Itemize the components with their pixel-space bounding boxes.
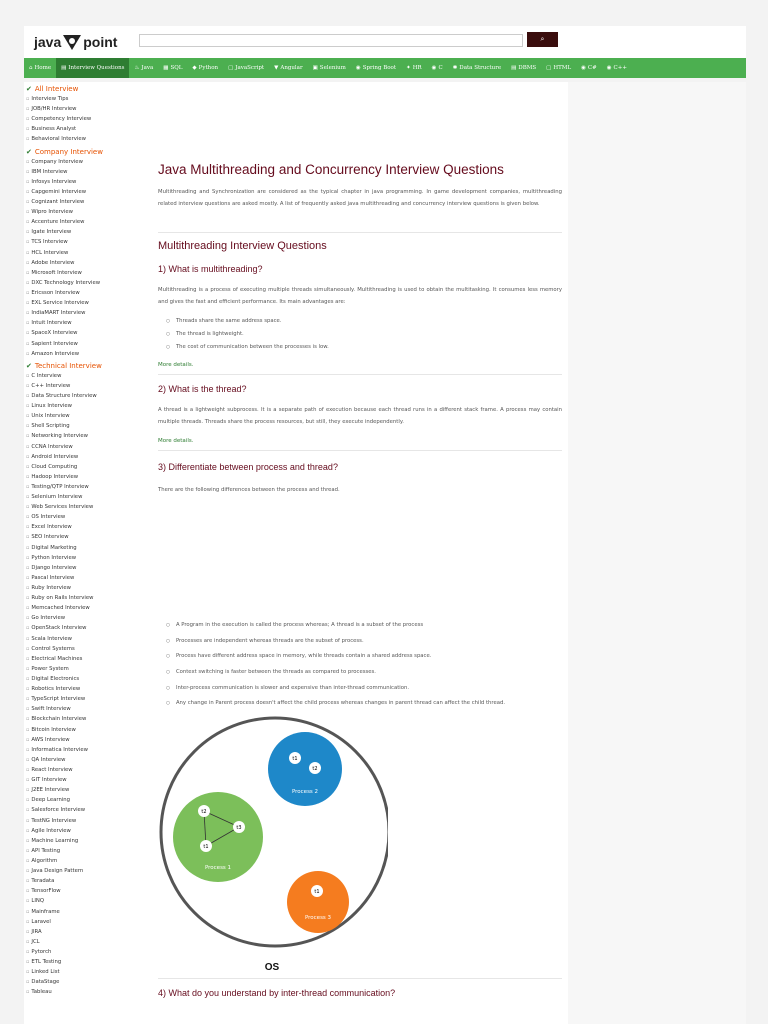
sidebar-link[interactable]: ▫ Pytorch bbox=[26, 947, 148, 957]
sidebar-link[interactable]: ▫ Memcached Interview bbox=[26, 603, 148, 613]
header bbox=[24, 26, 746, 58]
nav-icon: ✦ bbox=[406, 65, 411, 71]
sidebar-link[interactable]: ▫ IBM Interview bbox=[26, 167, 148, 177]
p1-thread-t3: t3 bbox=[236, 825, 242, 831]
sidebar-link[interactable]: ▫ OpenStack Interview bbox=[26, 623, 148, 633]
nav-icon: ◆ bbox=[192, 65, 197, 71]
q2-heading: 2) What is the thread? bbox=[158, 384, 247, 394]
nav-item-c-[interactable] bbox=[576, 58, 602, 78]
sidebar-link[interactable]: ▫ Agile Interview bbox=[26, 826, 148, 836]
sidebar-link[interactable]: ▫ Laravel bbox=[26, 917, 148, 927]
q1-text: Multithreading is a process of executing multiple threads simultaneously. Multithreading is used to obtain the multitasking. It consumes less memory and gives the fast and efficient performance. Its main advantages are: bbox=[158, 287, 562, 305]
q4-heading: 4) What do you understand by inter-thread communication? bbox=[158, 988, 396, 998]
sidebar-link[interactable]: ▫ Data Structure Interview bbox=[26, 391, 148, 401]
sidebar-link[interactable]: ▫ Tableau bbox=[26, 987, 148, 997]
sidebar-link[interactable]: ▫ LINQ bbox=[26, 896, 148, 906]
process-2-label: Process 2 bbox=[291, 789, 319, 795]
nav-label: C bbox=[438, 65, 443, 71]
sidebar-link[interactable]: ▫ Networking Interview bbox=[26, 431, 148, 441]
sidebar-link[interactable]: ▫ Android Interview bbox=[26, 452, 148, 462]
section-heading: Multithreading Interview Questions bbox=[158, 240, 327, 252]
sidebar-link[interactable]: ▫ Teradata bbox=[26, 876, 148, 886]
p2-thread-t1: t1 bbox=[292, 756, 298, 762]
nav-icon: ▢ bbox=[228, 65, 234, 71]
nav-item-angular[interactable] bbox=[269, 58, 307, 78]
nav-label: Python bbox=[198, 65, 219, 71]
divider bbox=[158, 232, 562, 233]
sidebar-link[interactable]: ▫ Algorithm bbox=[26, 856, 148, 866]
nav-icon: ✱ bbox=[452, 65, 458, 71]
nav-icon: ◉ bbox=[431, 65, 437, 71]
sidebar-link[interactable]: ▫ DataStage bbox=[26, 977, 148, 987]
nav-icon: ▤ bbox=[61, 65, 67, 71]
sidebar-link[interactable]: ▫ TypeScript Interview bbox=[26, 694, 148, 704]
page-title: Java Multithreading and Concurrency Interview Questions bbox=[158, 162, 504, 177]
nav-item-spring-boot[interactable] bbox=[351, 58, 401, 78]
nav-icon: ▤ bbox=[511, 65, 517, 71]
sidebar-link[interactable]: ▫ Machine Learning bbox=[26, 836, 148, 846]
sidebar-link[interactable]: ▫ Go Interview bbox=[26, 613, 148, 623]
nav-item-hr[interactable] bbox=[401, 58, 427, 78]
sidebar-link[interactable]: ▫ Informatica Interview bbox=[26, 745, 148, 755]
nav-label: DBMS bbox=[518, 65, 537, 71]
sidebar-link[interactable]: ▫ QA Interview bbox=[26, 755, 148, 765]
sidebar-link[interactable]: ▫ TensorFlow bbox=[26, 886, 148, 896]
nav-label: HTML bbox=[553, 65, 572, 71]
sidebar-link[interactable]: ▫ Linked List bbox=[26, 967, 148, 977]
nav-item-html[interactable] bbox=[541, 58, 576, 78]
nav-label: Selenium bbox=[319, 65, 346, 71]
sidebar-link[interactable]: ▫ Java Design Pattern bbox=[26, 866, 148, 876]
nav-label: Data Structure bbox=[459, 65, 502, 71]
nav-label: C# bbox=[587, 65, 597, 71]
sidebar-link[interactable]: ▫ Linux Interview bbox=[26, 401, 148, 411]
sidebar-link[interactable]: ▫ Mainframe bbox=[26, 907, 148, 917]
logo-text-java: java bbox=[34, 34, 62, 50]
sidebar-link[interactable]: ▫ Digital Marketing bbox=[26, 543, 148, 553]
intro-paragraph: Multithreading and Synchronization are considered as the typical chapter in java programming. In game development companies, multithreading related interview questions are asked mostly. A list of frequently asked java multithreading and concurrency interview questions is given below. bbox=[158, 189, 562, 207]
q2-more-link[interactable]: More details. bbox=[158, 438, 194, 444]
sidebar-link[interactable]: ▫ Cloud Computing bbox=[26, 462, 148, 472]
sidebar-link[interactable]: ▫ Interview Tips bbox=[26, 94, 148, 104]
sidebar-link[interactable]: ▫ Accenture Interview bbox=[26, 217, 148, 227]
sidebar-link[interactable]: ▫ GIT Interview bbox=[26, 775, 148, 785]
nav-icon: ◉ bbox=[581, 65, 586, 71]
sidebar-link[interactable]: ▫ AWS Interview bbox=[26, 735, 148, 745]
nav-label: Interview Questions bbox=[68, 65, 125, 71]
sidebar-link[interactable]: ▫ JIRA bbox=[26, 927, 148, 937]
list-item: ○ Processes are independent whereas threads are the subset of process. bbox=[166, 634, 505, 650]
sidebar-link[interactable]: ▫ EXL Service Interview bbox=[26, 298, 148, 308]
nav-icon: ▢ bbox=[546, 65, 552, 71]
list-item: ○ Process have different address space in memory, while threads contain a shared address space. bbox=[166, 649, 505, 665]
sidebar-link[interactable]: ▫ Web Services Interview bbox=[26, 502, 148, 512]
sidebar-link[interactable]: ▫ Robotics Interview bbox=[26, 684, 148, 694]
sidebar-link[interactable]: ▫ Excel Interview bbox=[26, 522, 148, 532]
list-item: ○ Inter-process communication is slower and expensive than inter-thread communication. bbox=[166, 681, 505, 697]
q1-bullets bbox=[166, 315, 329, 354]
sidebar-link[interactable]: ▫ C Interview bbox=[26, 371, 148, 381]
nav-item-python[interactable] bbox=[187, 58, 223, 78]
sidebar-link[interactable]: ▫ SpaceX Interview bbox=[26, 328, 148, 338]
nav-item-java[interactable] bbox=[129, 58, 158, 78]
sidebar-link[interactable]: ▫ Control Systems bbox=[26, 644, 148, 654]
list-item: ○ The cost of communication between the processes is low. bbox=[166, 341, 329, 354]
sidebar-link[interactable]: ▫ Intuit Interview bbox=[26, 318, 148, 328]
nav-item-interview-questions[interactable] bbox=[56, 58, 129, 78]
search-icon: ⌕ bbox=[540, 35, 545, 43]
sidebar-link[interactable]: ▫ C++ Interview bbox=[26, 381, 148, 391]
nav-item-home[interactable] bbox=[24, 58, 56, 78]
sidebar-link[interactable]: ▫ Microsoft Interview bbox=[26, 268, 148, 278]
sidebar-link[interactable]: ▫ Electrical Machines bbox=[26, 654, 148, 664]
main-nav bbox=[24, 58, 746, 78]
nav-item-c[interactable] bbox=[427, 58, 448, 78]
sidebar-link[interactable]: ▫ J2EE Interview bbox=[26, 785, 148, 795]
nav-item-javascript[interactable] bbox=[223, 58, 269, 78]
list-item: ○ The thread is lightweight. bbox=[166, 328, 329, 341]
search-input[interactable] bbox=[139, 34, 523, 47]
sidebar-link[interactable]: ▫ Bitcoin Interview bbox=[26, 725, 148, 735]
sidebar-link[interactable]: ▫ Cognizant Interview bbox=[26, 197, 148, 207]
site-logo[interactable] bbox=[34, 32, 117, 52]
sidebar-link[interactable]: ▫ HCL Interview bbox=[26, 248, 148, 258]
sidebar-link[interactable]: ▫ Ericsson Interview bbox=[26, 288, 148, 298]
logo-text-point: point bbox=[83, 34, 118, 50]
sidebar-link[interactable]: ▫ Behavioral Interview bbox=[26, 134, 148, 144]
p3-thread-t1: t1 bbox=[314, 889, 320, 895]
process-thread-diagram bbox=[158, 714, 388, 974]
q3-text: There are the following differences between the process and thread. bbox=[158, 487, 340, 493]
sidebar-link[interactable]: ▫ Company Interview bbox=[26, 157, 148, 167]
nav-icon: ◉ bbox=[355, 65, 361, 71]
sidebar-link[interactable]: ▫ Pascal Interview bbox=[26, 573, 148, 583]
divider bbox=[158, 450, 562, 451]
nav-label: Angular bbox=[280, 65, 303, 71]
sidebar-link[interactable]: ▫ Business Analyst bbox=[26, 124, 148, 134]
sidebar bbox=[24, 82, 148, 1024]
sidebar-link[interactable]: ▫ Scala Interview bbox=[26, 634, 148, 644]
sidebar-link[interactable]: ▫ Amazon Interview bbox=[26, 349, 148, 359]
sidebar-link[interactable]: ▫ Blockchain Interview bbox=[26, 714, 148, 724]
check-icon: ✔ bbox=[26, 147, 32, 156]
nav-icon: ▣ bbox=[312, 65, 318, 71]
list-item: ○ Any change in Parent process doesn't affect the child process whereas changes in parent thread can affect the child thread. bbox=[166, 696, 505, 712]
nav-icon: ▼ bbox=[274, 65, 279, 71]
p1-thread-t1: t1 bbox=[203, 844, 209, 850]
nav-icon: ♨ bbox=[134, 65, 140, 71]
nav-item-dbms[interactable] bbox=[506, 58, 541, 78]
sidebar-link[interactable]: ▫ JCL bbox=[26, 937, 148, 947]
q3-heading: 3) Differentiate between process and thread? bbox=[158, 462, 338, 472]
process-3-label: Process 3 bbox=[304, 915, 332, 921]
sidebar-link[interactable]: ▫ React Interview bbox=[26, 765, 148, 775]
sidebar-link[interactable]: ▫ Sapient Interview bbox=[26, 339, 148, 349]
sidebar-link[interactable]: ▫ Adobe Interview bbox=[26, 258, 148, 268]
logo-triangle-icon bbox=[63, 35, 81, 50]
sidebar-link[interactable]: ▫ IndiaMART Interview bbox=[26, 308, 148, 318]
sidebar-link[interactable]: ▫ Competency Interview bbox=[26, 114, 148, 124]
sidebar-link[interactable]: ▫ Deep Learning bbox=[26, 795, 148, 805]
sidebar-link[interactable]: ▫ Testing/QTP Interview bbox=[26, 482, 148, 492]
q3-bullets bbox=[166, 618, 505, 712]
sidebar-category-label: Company Interview bbox=[34, 147, 103, 156]
sidebar-link[interactable]: ▫ TCS Interview bbox=[26, 237, 148, 247]
sidebar-link[interactable]: ▫ Capgemini Interview bbox=[26, 187, 148, 197]
nav-icon: ◉ bbox=[606, 65, 612, 71]
nav-label: Home bbox=[34, 65, 52, 71]
sidebar-link[interactable]: ▫ SEO Interview bbox=[26, 532, 148, 542]
sidebar-link[interactable]: ▫ Swift Interview bbox=[26, 704, 148, 714]
sidebar-category[interactable] bbox=[26, 84, 148, 94]
sidebar-link[interactable]: ▫ Unix Interview bbox=[26, 411, 148, 421]
p2-thread-t2: t2 bbox=[312, 766, 318, 772]
sidebar-link[interactable]: ▫ Hadoop Interview bbox=[26, 472, 148, 482]
nav-item-selenium[interactable] bbox=[308, 58, 351, 78]
sidebar-link[interactable]: ▫ Shell Scripting bbox=[26, 421, 148, 431]
article bbox=[148, 82, 568, 1024]
sidebar-link[interactable]: ▫ JOB/HR Interview bbox=[26, 104, 148, 114]
sidebar-category[interactable] bbox=[26, 147, 148, 157]
sidebar-link[interactable]: ▫ Ruby Interview bbox=[26, 583, 148, 593]
sidebar-category[interactable] bbox=[26, 361, 148, 371]
divider bbox=[158, 374, 562, 375]
sidebar-link[interactable]: ▫ Igate Interview bbox=[26, 227, 148, 237]
sidebar-link[interactable]: ▫ Salesforce Interview bbox=[26, 805, 148, 815]
list-item: ○ Context switching is faster between the threads as compared to processes. bbox=[166, 665, 505, 681]
search-button[interactable] bbox=[527, 32, 558, 47]
check-icon: ✔ bbox=[26, 361, 32, 370]
sidebar-link[interactable]: ▫ TestNG Interview bbox=[26, 816, 148, 826]
sidebar-link[interactable]: ▫ ETL Testing bbox=[26, 957, 148, 967]
sidebar-link[interactable]: ▫ API Testing bbox=[26, 846, 148, 856]
nav-label: Java bbox=[141, 65, 154, 71]
sidebar-link[interactable]: ▫ Wipro Interview bbox=[26, 207, 148, 217]
os-label: OS bbox=[264, 962, 280, 973]
sidebar-category-label: All Interview bbox=[34, 85, 79, 93]
nav-icon: ⌂ bbox=[29, 65, 33, 71]
nav-label: SQL bbox=[170, 65, 183, 71]
process-1-label: Process 1 bbox=[204, 865, 232, 871]
p1-thread-t2: t2 bbox=[201, 809, 207, 815]
sidebar-link[interactable]: ▫ Selenium Interview bbox=[26, 492, 148, 502]
q1-more-link[interactable]: More details. bbox=[158, 362, 194, 368]
sidebar-link[interactable]: ▫ Power System bbox=[26, 664, 148, 674]
divider bbox=[158, 978, 562, 979]
sidebar-link[interactable]: ▫ Digital Electronics bbox=[26, 674, 148, 684]
list-item: ○ Threads share the same address space. bbox=[166, 315, 329, 328]
q2-text: A thread is a lightweight subprocess. It is a separate path of execution because each thread runs in a different stack frame. A process may contain multiple threads. Threads share the process resources, but still, they execute independently. bbox=[158, 407, 562, 425]
sidebar-link[interactable]: ▫ Infosys Interview bbox=[26, 177, 148, 187]
right-sidebar bbox=[568, 82, 746, 1024]
sidebar-link[interactable]: ▫ DXC Technology Interview bbox=[26, 278, 148, 288]
nav-icon: ▦ bbox=[163, 65, 169, 71]
nav-item-sql[interactable] bbox=[158, 58, 187, 78]
nav-label: HR bbox=[412, 65, 422, 71]
check-icon: ✔ bbox=[26, 85, 32, 93]
nav-label: JavaScript bbox=[235, 65, 265, 71]
q1-heading: 1) What is multithreading? bbox=[158, 264, 263, 274]
sidebar-link[interactable]: ▫ CCNA Interview bbox=[26, 442, 148, 452]
list-item: ○ A Program in the execution is called the process whereas; A thread is a subset of the process bbox=[166, 618, 505, 634]
sidebar-category-label: Technical Interview bbox=[34, 361, 102, 370]
nav-item-data-structure[interactable] bbox=[448, 58, 506, 78]
process-3-circle bbox=[287, 871, 349, 933]
sidebar-link[interactable]: ▫ Ruby on Rails Interview bbox=[26, 593, 148, 603]
sidebar-link[interactable]: ▫ OS Interview bbox=[26, 512, 148, 522]
sidebar-link[interactable]: ▫ Django Interview bbox=[26, 563, 148, 573]
nav-label: Spring Boot bbox=[362, 65, 397, 71]
nav-item-c-[interactable] bbox=[602, 58, 632, 78]
sidebar-link[interactable]: ▫ Python Interview bbox=[26, 553, 148, 563]
nav-label: C++ bbox=[613, 65, 627, 71]
